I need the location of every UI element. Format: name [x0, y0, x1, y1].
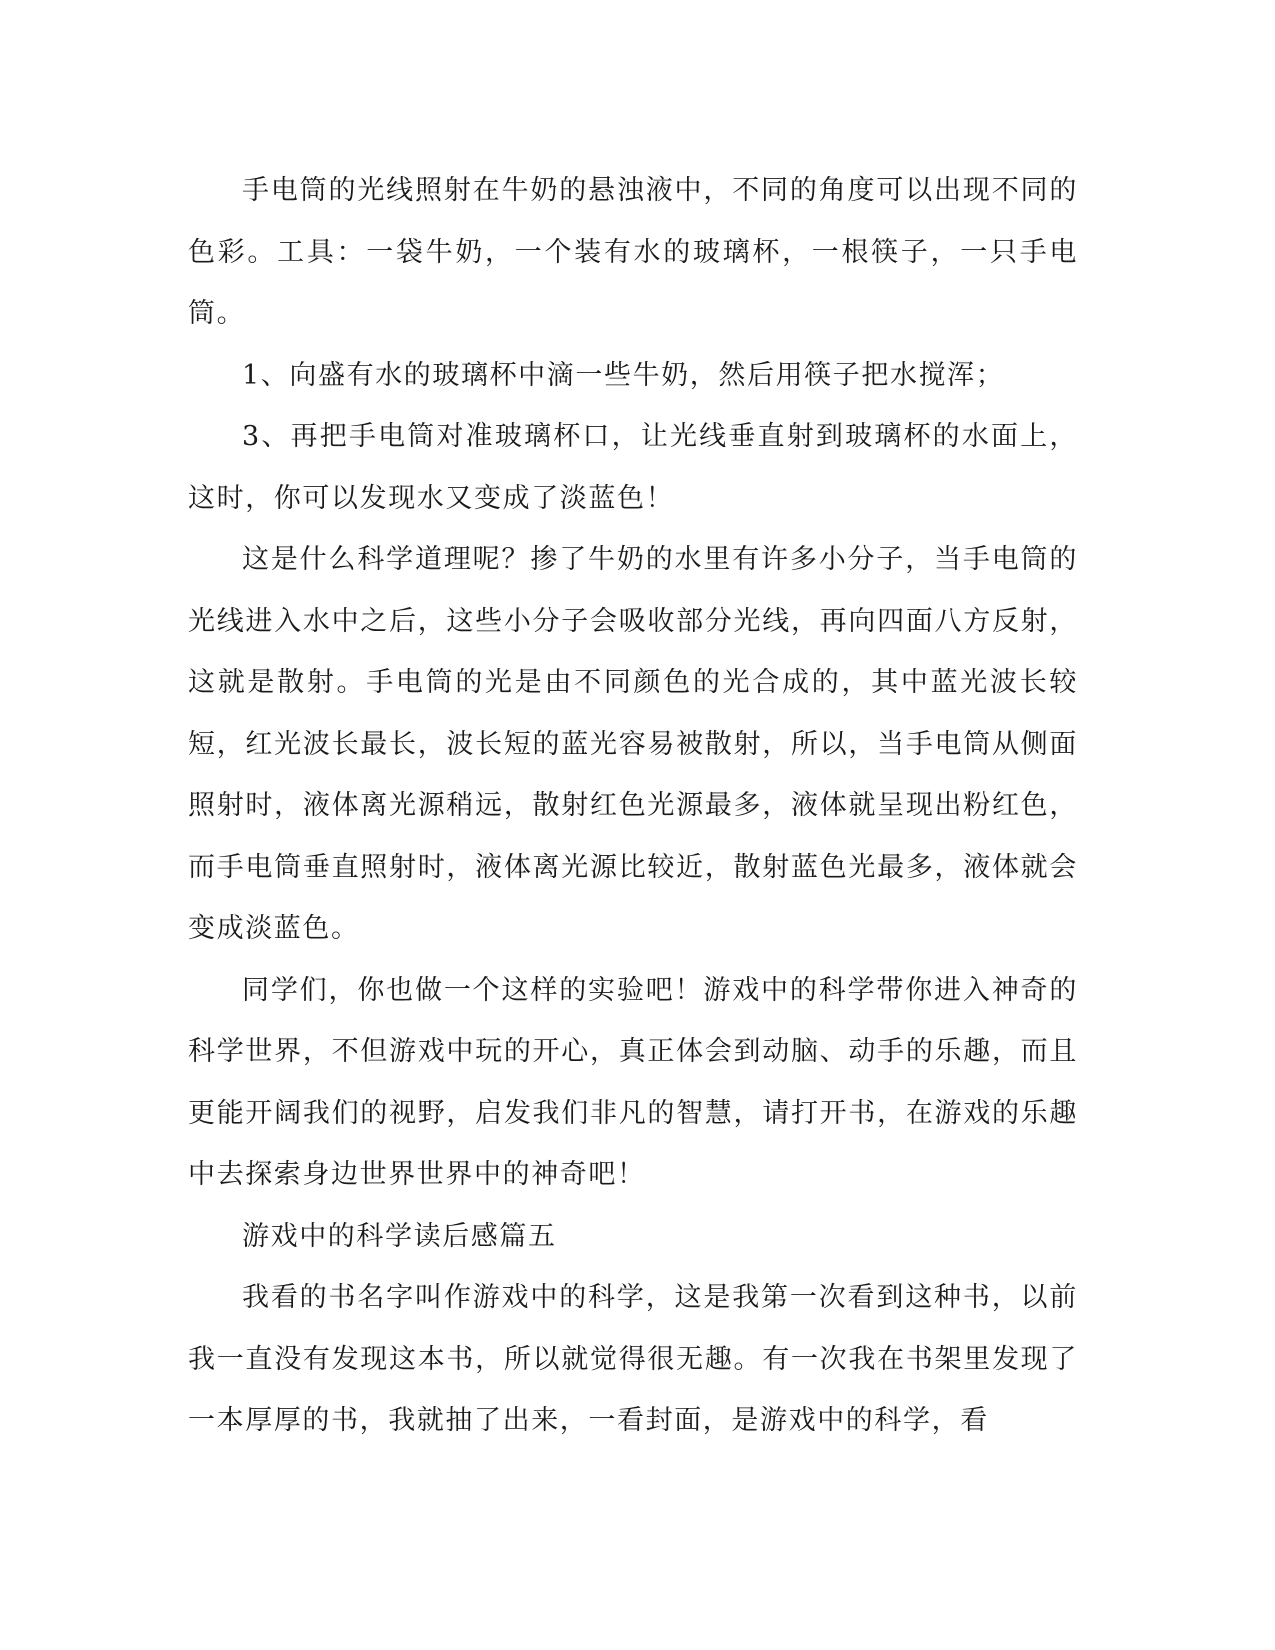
paragraph-step-3: 3、再把手电筒对准玻璃杯口，让光线垂直射到玻璃杯的水面上，这时，你可以发现水又变成了淡蓝色！ — [188, 421, 1078, 514]
paragraph-scattering-explanation: 这是什么科学道理呢？掺了牛奶的水里有许多小分子，当手电筒的光线进入水中之后，这些小分子会吸收部分光线，再向四面八方反射，这就是散射。手电筒的光是由不同颜色的光合成的，其中蓝光波长较短，红光波长最长，波长短的蓝光容易被散射，所以，当手电筒从侧面照射时，液体离光源稍远，散射红色光源最多，液体就呈现出粉红色，而手电筒垂直照射时，液体离光源比较近，散射蓝色光最多，液体就会变成淡蓝色。 — [188, 544, 1078, 944]
paragraph-book-discovery: 我看的书名字叫作游戏中的科学，这是我第一次看到这种书，以前我一直没有发现这本书，所以就觉得很无趣。有一次我在书架里发现了一本厚厚的书，我就抽了出来，一看封面，是游戏中的科学，看 — [188, 1282, 1078, 1436]
paragraph-flashlight-intro: 手电筒的光线照射在牛奶的悬浊液中，不同的角度可以出现不同的色彩。工具：一袋牛奶，一个装有水的玻璃杯，一根筷子，一只手电筒。 — [188, 175, 1078, 329]
document-body — [188, 160, 1078, 1452]
paragraph-step-1: 1、向盛有水的玻璃杯中滴一些牛奶，然后用筷子把水搅浑； — [242, 359, 1005, 391]
paragraph-invitation: 同学们，你也做一个这样的实验吧！游戏中的科学带你进入神奇的科学世界，不但游戏中玩的开心，真正体会到动脑、动手的乐趣，而且更能开阔我们的视野，启发我们非凡的智慧，请打开书，在游戏的乐趣中去探索身边世界世界中的神奇吧！ — [188, 974, 1078, 1190]
section-heading: 游戏中的科学读后感篇五 — [242, 1220, 557, 1252]
